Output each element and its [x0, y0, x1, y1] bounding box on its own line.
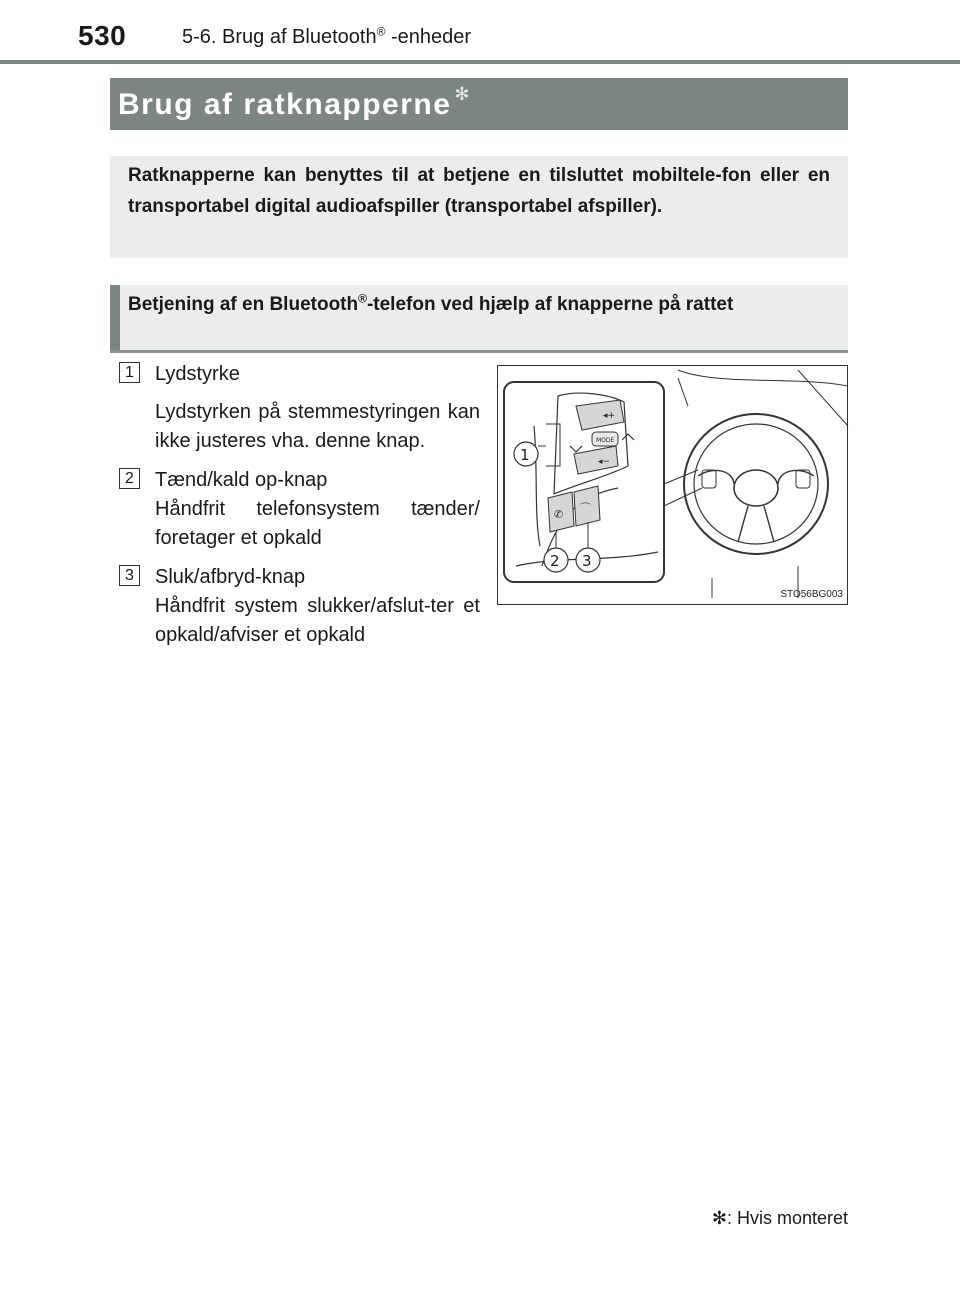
steering-wheel-illustration — [497, 365, 848, 605]
page-header — [0, 0, 960, 64]
footnote-marker-icon: ✻ — [711, 1208, 727, 1228]
item-description: Håndfrit telefonsystem tænder/ foretager et opkald — [155, 498, 480, 549]
optional-marker-icon: ✻ — [454, 84, 471, 104]
callout-1-label: 1 — [520, 446, 530, 464]
phone-icon: ✆ — [554, 508, 564, 521]
chapter-title — [182, 26, 471, 49]
item-description: Håndfrit system slukker/afslut-ter et opkald/afviser et opkald — [155, 595, 480, 646]
volume-up-icon: ◂+ — [603, 411, 616, 421]
item-description: Lydstyrken på stemmestyringen kan ikke justeres vha. denne knap. — [155, 401, 480, 452]
button-list — [110, 360, 480, 660]
item-number-badge: 3 — [119, 565, 140, 586]
item-number-badge: 2 — [119, 468, 140, 489]
section-title — [118, 84, 471, 122]
callout-3-label: 3 — [582, 552, 592, 570]
intro-text: Ratknapperne kan benyttes til at betjene en tilsluttet mobiltele-fon eller en transportabel digital audioafspiller (transportabel afspiller). — [128, 165, 830, 217]
list-item — [110, 466, 480, 553]
item-number-badge: 1 — [119, 362, 140, 383]
figure-id: STO56BG003 — [780, 589, 843, 600]
subsection-registered-mark: ® — [358, 291, 367, 306]
mode-label: MODE — [596, 437, 615, 444]
list-item — [110, 360, 480, 456]
item-title: Lydstyrke — [155, 363, 240, 385]
chapter-title-prefix: 5-6. Brug af Bluetooth — [182, 26, 377, 48]
intro-box — [110, 156, 848, 258]
chapter-title-suffix: -enheder — [385, 26, 472, 48]
phone-hangup-icon: ⌒ — [580, 502, 591, 515]
volume-down-icon: ◂− — [598, 457, 611, 467]
section-title-band — [110, 78, 848, 130]
subsection-heading — [110, 285, 848, 353]
subsection-accent-bar — [110, 285, 120, 350]
registered-mark: ® — [376, 24, 386, 39]
footnote — [712, 1208, 848, 1229]
subsection-title-suffix: -telefon ved hjælp af knapperne på rattet — [366, 294, 734, 315]
item-title: Sluk/afbryd-knap — [155, 566, 306, 588]
footnote-text: : Hvis monteret — [726, 1208, 848, 1228]
callout-2-label: 2 — [550, 552, 560, 570]
section-title-text: Brug af ratknapperne — [118, 88, 452, 121]
steering-wheel-drawing — [498, 366, 849, 606]
steering-wheel-icon — [684, 414, 828, 598]
subsection-title-prefix: Betjening af en Bluetooth — [128, 294, 359, 315]
list-item — [110, 563, 480, 650]
page-number: 530 — [78, 20, 127, 51]
item-title: Tænd/kald op-knap — [155, 469, 328, 491]
header-rule — [0, 60, 960, 64]
subsection-title — [128, 289, 836, 320]
